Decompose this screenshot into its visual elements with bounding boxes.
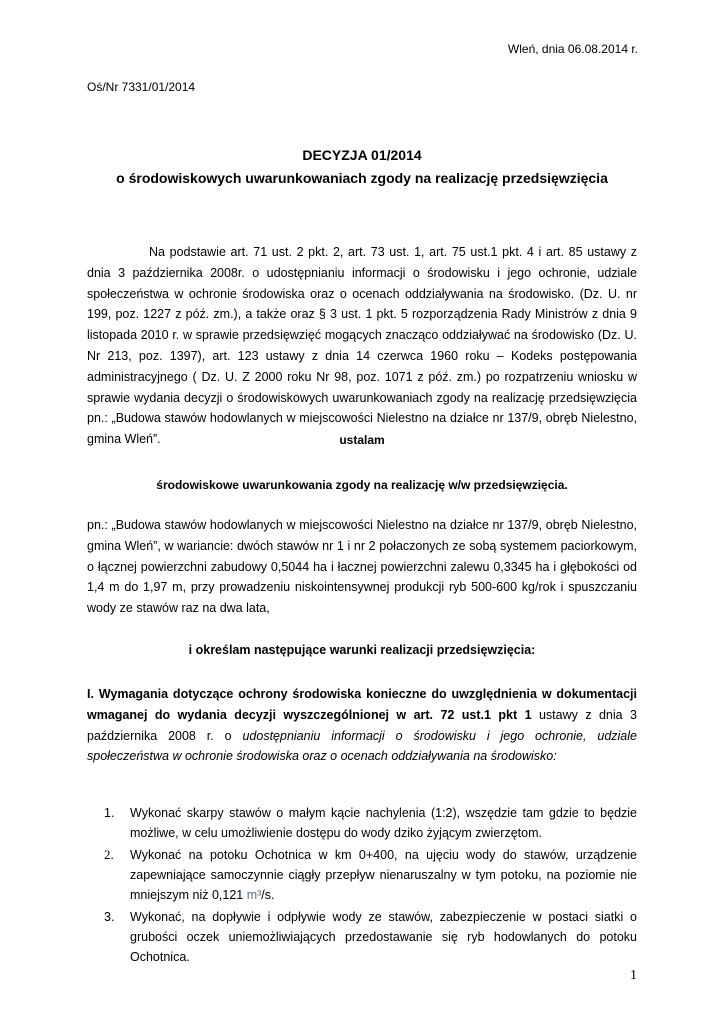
conditions-heading: środowiskowe uwarunkowania zgody na realizację w/w przedsięwzięcia. [156,478,568,492]
page-number: 1 [630,968,637,983]
list-item-number: 3. [104,910,115,924]
list-item-text: Wykonać na potoku Ochotnica w km 0+400, na ujęciu wody do stawów, urządzenie zapewniające samoczynnie ciągły przepływ nienaruszalny w tym potoku, na poziomie nie mniejszym niż 0,121 [130,848,637,902]
list-item [104,845,637,905]
section-1-heading: I. Wymagania dotyczące ochrony środowiska konieczne do uwzględnienia w dokumentacji wmaganej do wydania decyzji wyszczególnionej w art. 72 ust.1 pkt 1 [87,687,637,722]
reference-number: Oś/Nr 7331/01/2014 [87,80,196,94]
section-1-text: ustawy z dnia 3 października 2008 r. o [87,707,637,743]
decision-subtitle: o środowiskowych uwarunkowaniach zgody na realizację przedsięwzięcia [116,170,608,186]
flow-unit-tail: /s. [261,888,275,902]
flow-unit: m³ [246,888,262,902]
decision-title: DECYZJA 01/2014 [302,147,422,163]
list-item-text: Wykonać skarpy stawów o małym kącie nachylenia (1:2), wszędzie tam gdzie to będzie możliwe, w celu umożliwienie dostępu do wody dziko żyjącym zwierzętom. [130,806,637,840]
section-1 [87,684,637,767]
section-1-italic: udostępnianiu informacji o środowisku i jego ochronie, udziale społeczeństwa w ochronie środowiska oraz o ocenach oddziaływania na środowisko: [87,728,637,764]
list-item [104,803,637,843]
intro-text: Na podstawie art. 71 ust. 2 pkt. 2, art. 73 ust. 1, art. 75 ust.1 pkt. 4 i art. 85 ustawy z dnia 3 października 2008r. o udostępnianiu informacji o środowisku i jego ochronie, udziale społeczeństwa w ochronie środowiska oraz o ocenach oddziaływania na środowisko. (Dz. U. nr 199, poz. 1227 z póź. zm.), a także oraz § 3 ust. 1 pkt. 5 rozporządzenia Rady Ministrów z dnia 9 listopada 2010 r. w sprawie przedsięwzięć mogących znacząco oddziaływać na środowisko (Dz. U. Nr 213, poz. 1397), art. 123 ustawy z dnia 14 czerwca 1960 roku – Kodeks postępowania administracyjnego ( Dz. U. Z 2000 roku Nr 98, poz. 1071 z póź. zm.) po rozpatrzeniu wniosku w sprawie wydania decyzji o środowiskowych uwarunkowaniach zgody na realizację przedsięwzięcia pn.: „Budowa stawów hodowlanych w miejscowości Nielestno na działce nr 137/9, obręb Nielestno, gmina Wleń”. [87,245,637,447]
requirements-heading: i określam następujące warunki realizacji przedsięwzięcia: [188,643,536,657]
place-date: Wleń, dnia 06.08.2014 r. [507,42,638,56]
list-item [104,907,637,967]
list-item-number: 2. [104,847,114,862]
list-item-number: 1. [104,806,115,820]
list-item-text: Wykonać, na dopływie i odpływie wody ze stawów, zabezpieczenie w postaci siatki o grubości oczek uniemożliwiających przedostawanie się ryb hodowlanych do potoku Ochotnica. [130,910,637,964]
ustalam-heading: ustalam [339,433,385,447]
project-description: pn.: „Budowa stawów hodowlanych w miejscowości Nielestno na działce nr 137/9, obręb Nielestno, gmina Wleń”, w wariancie: dwóch stawów nr 1 i nr 2 połaczonych ze sobą systemem paciorkowym, o łącznej powierzchni zabudowy 0,5044 ha i łacznej powierzchni zalewu 0,3345 ha i głębokości od 1,4 m do 1,97 m, przy prowadzeniu niskointensywnej produkcji ryb 500-600 kg/rok i spuszczaniu wody ze stawów raz na dwa lata, [87,518,637,616]
requirements-list [104,803,637,969]
intro-paragraph [87,242,637,450]
